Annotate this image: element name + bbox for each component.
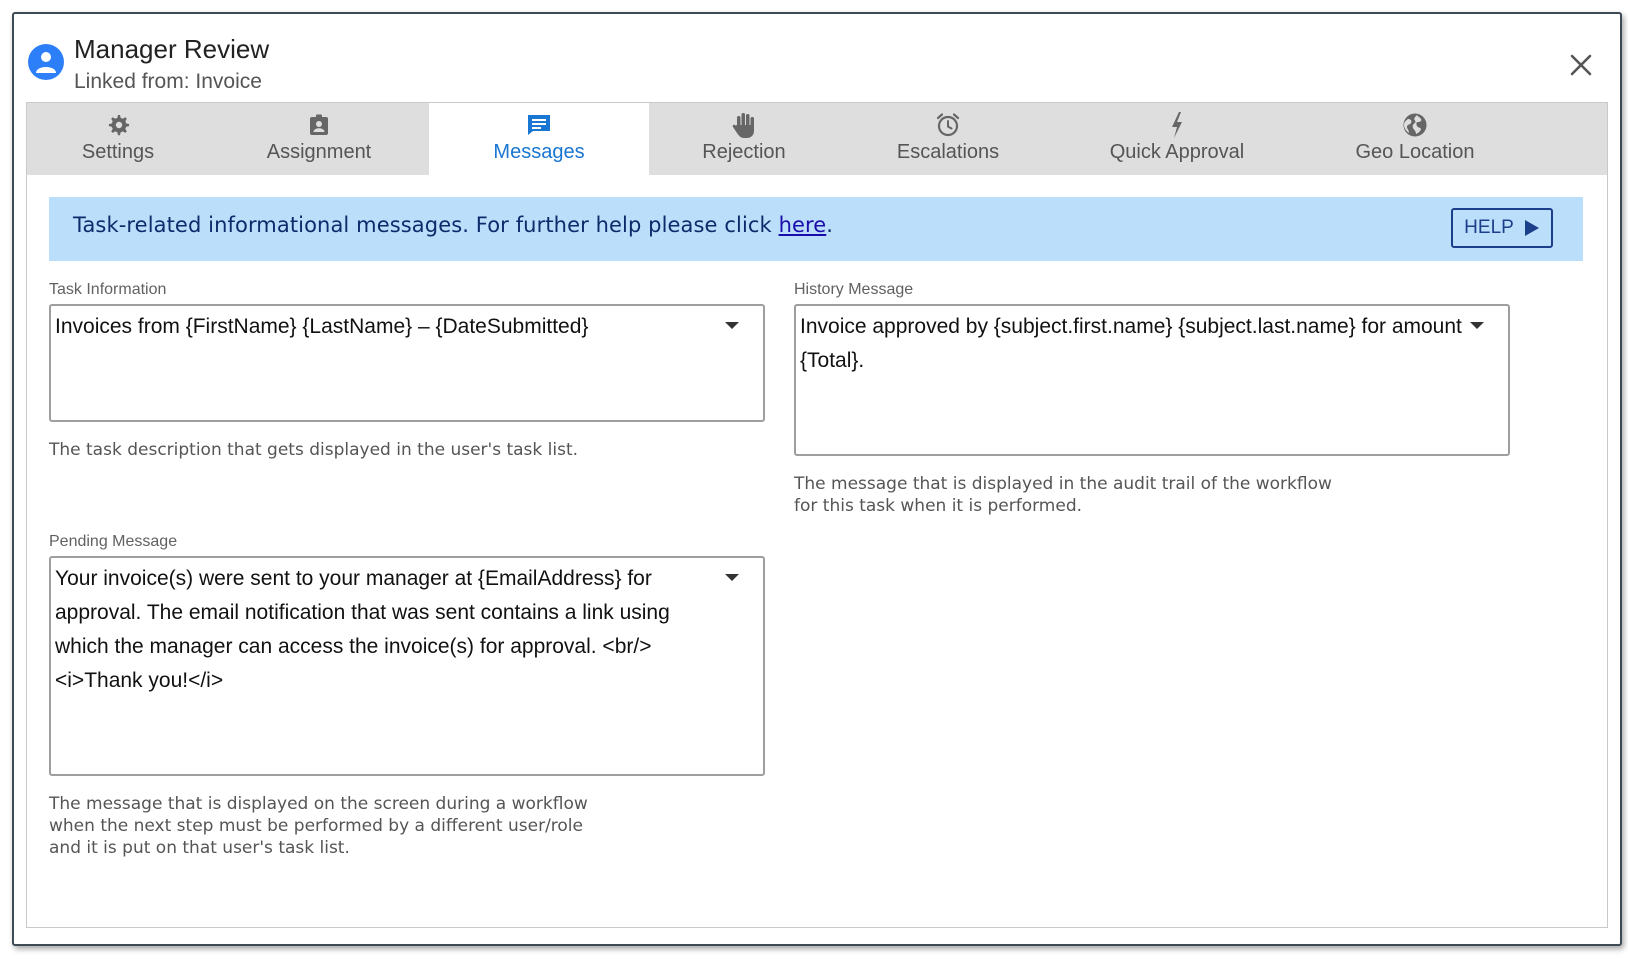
task-information-label: Task Information (49, 281, 167, 298)
history-message-dropdown-icon[interactable] (1470, 322, 1484, 329)
message-icon (526, 113, 552, 137)
tab-quick-approval[interactable] (1057, 103, 1297, 175)
tab-label: Geo Location (1355, 141, 1475, 163)
history-message-input[interactable] (794, 304, 1510, 456)
manager-review-dialog (12, 12, 1622, 946)
globe-icon (1402, 112, 1428, 138)
banner-period: . (826, 213, 834, 237)
tab-label: Quick Approval (1109, 141, 1245, 163)
pending-message-label: Pending Message (49, 533, 178, 550)
lightning-icon (1168, 111, 1186, 139)
tab-rejection[interactable] (649, 103, 839, 175)
gear-icon (106, 113, 130, 137)
pending-message-value: Your invoice(s) were sent to your manager at {EmailAddress} for approval. The email notification that was sent contains a link using which the manager can access the invoice(s) for approval. <br/><i>Thank you!</i> (55, 567, 676, 692)
tab-label: Settings (81, 141, 155, 163)
history-message-value: Invoice approved by {subject.first.name} {subject.last.name} for amount {Total}. (800, 315, 1468, 372)
task-information-hint: The task description that gets displayed in the user's task list. (49, 440, 579, 460)
pending-message-input[interactable] (49, 556, 765, 776)
banner-text: Task-related informational messages. For further help please click (73, 213, 779, 237)
tab-panel (26, 102, 1608, 928)
pending-message-dropdown-icon[interactable] (725, 574, 739, 581)
alarm-clock-icon (935, 112, 961, 138)
hint-line: The message that is displayed on the screen during a workflow (49, 794, 588, 814)
close-icon (1569, 53, 1593, 77)
tab-label: Assignment (266, 141, 372, 163)
tab-assignment[interactable] (209, 103, 429, 175)
tab-escalations[interactable] (839, 103, 1057, 175)
task-information-value: Invoices from {FirstName} {LastName} – {DateSubmitted} (55, 315, 589, 338)
help-link[interactable]: here (778, 213, 827, 237)
history-message-hint (794, 473, 1332, 517)
help-button[interactable] (1451, 208, 1553, 248)
assignment-badge-icon (307, 113, 331, 137)
hint-line: when the next step must be performed by a different user/role (49, 816, 583, 836)
user-avatar-icon (28, 44, 64, 80)
info-banner (49, 197, 1583, 261)
hand-icon (731, 111, 757, 139)
history-message-label: History Message (794, 281, 914, 298)
tab-label: Messages (493, 141, 585, 163)
hint-line: for this task when it is performed. (794, 496, 1083, 516)
dialog-title: Manager Review (74, 34, 270, 64)
tab-geo-location[interactable] (1297, 103, 1533, 175)
dialog-subtitle: Linked from: Invoice (74, 70, 262, 93)
tab-bar (27, 103, 1607, 175)
play-arrow-icon (1524, 219, 1540, 237)
tab-messages[interactable] (429, 103, 649, 175)
hint-line: and it is put on that user's task list. (49, 838, 350, 858)
banner-message (73, 213, 833, 237)
help-button-label: HELP (1464, 217, 1514, 238)
pending-message-hint (49, 793, 588, 859)
task-information-dropdown-icon[interactable] (725, 322, 739, 329)
hint-line: The message that is displayed in the audit trail of the workflow (794, 474, 1332, 494)
task-information-input[interactable] (49, 304, 765, 422)
tab-label: Rejection (702, 141, 786, 163)
close-button[interactable] (1566, 50, 1596, 80)
tab-settings[interactable] (27, 103, 209, 175)
tab-label: Escalations (896, 141, 1000, 163)
